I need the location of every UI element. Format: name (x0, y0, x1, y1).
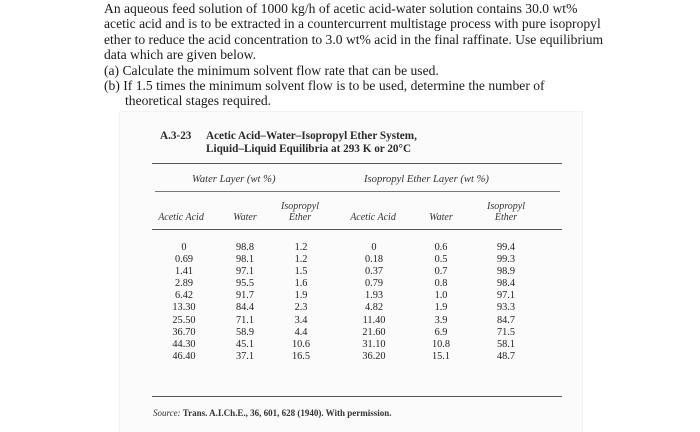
table-cell: 0.8 (434, 278, 448, 290)
table-cell: 58.9 (235, 326, 255, 338)
problem-intro: An aqueous feed solution of 1000 kg/h of acetic acid-water solution contains 30.0 wt% acetic acid and is to be extracted in a countercurrent multistage process with pure isopropyl ether to reduce the acid concentration to 3.0 wt% acid in the final raffinate. Use equilibrium data which are given below. (104, 1, 604, 63)
table-cell: 0.6 (434, 242, 448, 253)
table-title-line2: Liquid–Liquid Equilibria at 293 K or 20°C (206, 143, 412, 155)
col-water-acetic-acid (166, 242, 202, 363)
table-cell: 2.3 (294, 302, 308, 314)
water-layer-rule (155, 191, 348, 192)
table-number: A.3-23 (160, 130, 192, 142)
table-cell: 0.18 (364, 254, 384, 266)
table-cell: 11.40 (362, 314, 386, 326)
table-cell: 3.4 (294, 314, 308, 326)
table-cell: 36.20 (362, 350, 386, 362)
ether-layer-label: Isopropyl Ether Layer (wt %) (364, 174, 489, 185)
table-cell: 15.1 (431, 350, 451, 362)
table-cell: 98.8 (235, 242, 255, 253)
table-cell: 0 (181, 242, 187, 253)
table-cell: 98.4 (496, 278, 516, 290)
header-water-ether: Isopropyl Ether (281, 201, 319, 223)
table-cell: 1.9 (294, 290, 308, 302)
table-cell: 97.1 (496, 290, 516, 302)
table-cell: 48.7 (496, 350, 516, 362)
table-cell: 58.1 (496, 338, 516, 350)
col-ether-ether (488, 242, 524, 363)
table-cell: 1.9 (434, 302, 448, 314)
table-cell: 95.5 (235, 278, 255, 290)
table-cell: 99.4 (496, 242, 516, 253)
table-cell: 10.8 (431, 338, 451, 350)
table-cell: 46.40 (172, 350, 196, 362)
table-cell: 1.2 (294, 254, 308, 266)
col-water-ether (285, 242, 317, 363)
source-label: Source: (153, 408, 181, 418)
table-cell: 4.4 (294, 326, 308, 338)
table-cell: 1.41 (174, 266, 194, 278)
table-cell: 0.7 (434, 266, 448, 278)
table-cell: 1.6 (294, 278, 308, 290)
table-cell: 4.82 (364, 302, 384, 314)
table-cell: 44.30 (172, 338, 196, 350)
source-text: Trans. A.I.Ch.E., 36, 601, 628 (1940). With permission. (182, 408, 392, 418)
table-cell: 13.30 (172, 302, 196, 314)
problem-part-b: (b) If 1.5 times the minimum solvent flow is to be used, determine the number of theoretical stages required. (104, 78, 545, 109)
table-cell: 0 (371, 242, 377, 253)
col-water-water (228, 242, 262, 363)
table-cell: 71.5 (496, 326, 516, 338)
table-title-line1: Acetic Acid–Water–Isopropyl Ether System, (206, 130, 417, 142)
header-water-water: Water (233, 212, 257, 223)
table-cell: 71.1 (235, 314, 255, 326)
header-ether-acetic-acid: Acetic Acid (350, 212, 396, 223)
table-bottom-rule (152, 396, 562, 397)
table-cell: 3.9 (434, 314, 448, 326)
table-cell: 99.3 (496, 254, 516, 266)
table-cell: 0.5 (434, 254, 448, 266)
table-cell: 45.1 (235, 338, 255, 350)
table-cell: 1.0 (434, 290, 448, 302)
table-cell: 1.2 (294, 242, 308, 253)
col-ether-acetic-acid (354, 242, 394, 363)
table-header-rule (152, 229, 562, 230)
water-layer-label: Water Layer (wt %) (192, 174, 276, 185)
col-ether-water (424, 242, 458, 363)
table-cell: 36.70 (172, 326, 196, 338)
ether-layer-rule (338, 191, 560, 192)
table-cell: 6.9 (434, 326, 448, 338)
table-top-rule (152, 163, 562, 164)
table-cell: 10.6 (291, 338, 311, 350)
table-source (153, 408, 392, 418)
table-cell: 97.1 (235, 266, 255, 278)
table-cell: 91.7 (235, 290, 255, 302)
table-cell: 93.3 (496, 302, 516, 314)
table-title (160, 130, 417, 156)
table-cell: 31.10 (362, 338, 386, 350)
table-cell: 98.9 (496, 266, 516, 278)
header-water-acetic-acid: Acetic Acid (158, 212, 204, 223)
header-ether-water: Water (429, 212, 453, 223)
table-cell: 37.1 (235, 350, 255, 362)
table-cell: 0.79 (364, 278, 384, 290)
header-ether-ether: Isopropyl Ether (487, 201, 525, 223)
table-cell: 0.37 (364, 266, 384, 278)
problem-statement (104, 1, 604, 109)
table-cell: 1.93 (364, 290, 384, 302)
table-cell: 0.69 (174, 254, 194, 266)
table-cell: 2.89 (174, 278, 194, 290)
table-cell: 98.1 (235, 254, 255, 266)
table-cell: 1.5 (294, 266, 308, 278)
table-cell: 21.60 (362, 326, 386, 338)
table-cell: 16.5 (291, 350, 311, 362)
table-cell: 84.4 (235, 302, 255, 314)
table-cell: 25.50 (172, 314, 196, 326)
problem-part-a: (a) Calculate the minimum solvent flow rate that can be used. (104, 62, 439, 78)
table-cell: 84.7 (496, 314, 516, 326)
table-cell: 6.42 (174, 290, 194, 302)
